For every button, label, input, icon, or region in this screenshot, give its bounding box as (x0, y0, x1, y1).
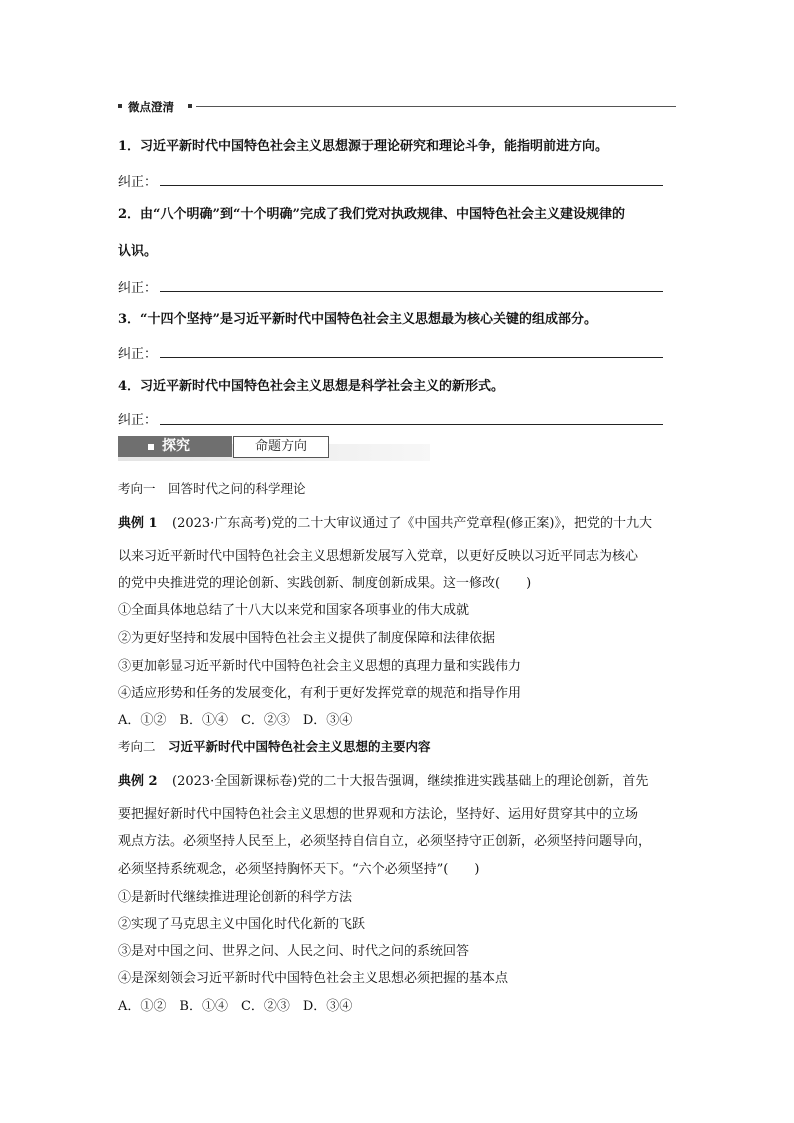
example-2-option-2: ②实现了马克思主义中国化时代化新的飞跃 (118, 917, 366, 932)
header-bullet-right (188, 104, 192, 108)
explore-tag (118, 436, 232, 457)
direction-tag (233, 436, 329, 458)
example-2-line-1: (2023·全国新课标卷)党的二十大报告强调，继续推进实践基础上的理论创新，首先 (172, 774, 649, 789)
clarify-item-1: 1．习近平新时代中国特色社会主义思想源于理论研究和理论斗争，能指明前进方向。 (118, 139, 609, 154)
correction-line-2[interactable] (160, 291, 663, 292)
example-1-option-2: ②为更好坚持和发展中国特色社会主义提供了制度保障和法律依据 (118, 631, 496, 646)
example-2-label: 典例 2 (118, 774, 158, 789)
clarify-item-2: 2．由“八个明确”到“十个明确”完成了我们党对执政规律、中国特色社会主义建设规律的 (118, 207, 625, 222)
correction-line-3[interactable] (160, 357, 663, 358)
example-2-option-4: ④是深刻领会习近平新时代中国特色社会主义思想必须把握的基本点 (118, 971, 509, 986)
example-1-label: 典例 1 (118, 516, 158, 531)
example-2-choices: A．①② B．①④ C．②③ D．③④ (118, 999, 353, 1014)
example-2-line-4: 必须坚持系统观念，必须坚持胸怀天下。“六个必须坚持”( ) (118, 862, 480, 877)
correction-line-4[interactable] (160, 424, 663, 425)
example-2-option-1: ①是新时代继续推进理论创新的科学方法 (118, 890, 353, 905)
direction-2-heading-title: 习近平新时代中国特色社会主义思想的主要内容 (168, 739, 431, 754)
example-1-option-4: ④适应形势和任务的发展变化，有利于更好发挥党章的规范和指导作用 (118, 686, 522, 701)
example-1-line-3: 的党中央推进党的理论创新、实践创新、制度创新成果。这一修改( ) (118, 576, 532, 591)
header-rule (196, 106, 676, 107)
direction-2-heading (118, 737, 431, 755)
correction-label-1: 纠正： (118, 175, 158, 190)
example-1-option-1: ①全面具体地总结了十八大以来党和国家各项事业的伟大成就 (118, 603, 470, 618)
clarify-item-4: 4．习近平新时代中国特色社会主义思想是科学社会主义的新形式。 (118, 379, 505, 394)
example-2-line-3: 观点方法。必须坚持人民至上，必须坚持自信自立，必须坚持守正创新，必须坚持问题导向， (118, 834, 652, 849)
direction-1-heading: 考向一 回答时代之问的科学理论 (118, 481, 306, 496)
example-1-line-1: (2023·广东高考)党的二十大审议通过了《中国共产党章程(修正案)》，把党的十九大 (172, 516, 653, 531)
explore-tag-square (148, 444, 154, 450)
correction-label-2: 纠正： (118, 281, 158, 296)
example-1-choices: A．①② B．①④ C．②③ D．③④ (118, 713, 353, 728)
header-bullet-left (118, 104, 122, 108)
correction-label-4: 纠正： (118, 413, 158, 428)
clarify-item-3: 3．“十四个坚持”是习近平新时代中国特色社会主义思想最为核心关键的组成部分。 (118, 312, 598, 327)
direction-tag-text: 命题方向 (254, 439, 307, 454)
correction-label-3: 纠正： (118, 347, 158, 362)
example-2-option-3: ③是对中国之问、世界之问、人民之问、时代之问的系统回答 (118, 944, 470, 959)
explore-tag-text: 探究 (162, 438, 190, 454)
clarify-title: 微点澄清 (128, 100, 174, 114)
example-2-line-2: 要把握好新时代中国特色社会主义思想的世界观和方法论，坚持好、运用好贯穿其中的立场 (118, 807, 639, 822)
example-1-line-2: 以来习近平新时代中国特色社会主义思想新发展写入党章，以更好反映以习近平同志为核心 (118, 549, 639, 564)
correction-line-1[interactable] (160, 185, 663, 186)
clarify-item-2-cont: 认识。 (118, 244, 158, 259)
direction-2-heading-prefix: 考向二 (118, 739, 169, 754)
example-1-option-3: ③更加彰显习近平新时代中国特色社会主义思想的真理力量和实践伟力 (118, 659, 522, 674)
